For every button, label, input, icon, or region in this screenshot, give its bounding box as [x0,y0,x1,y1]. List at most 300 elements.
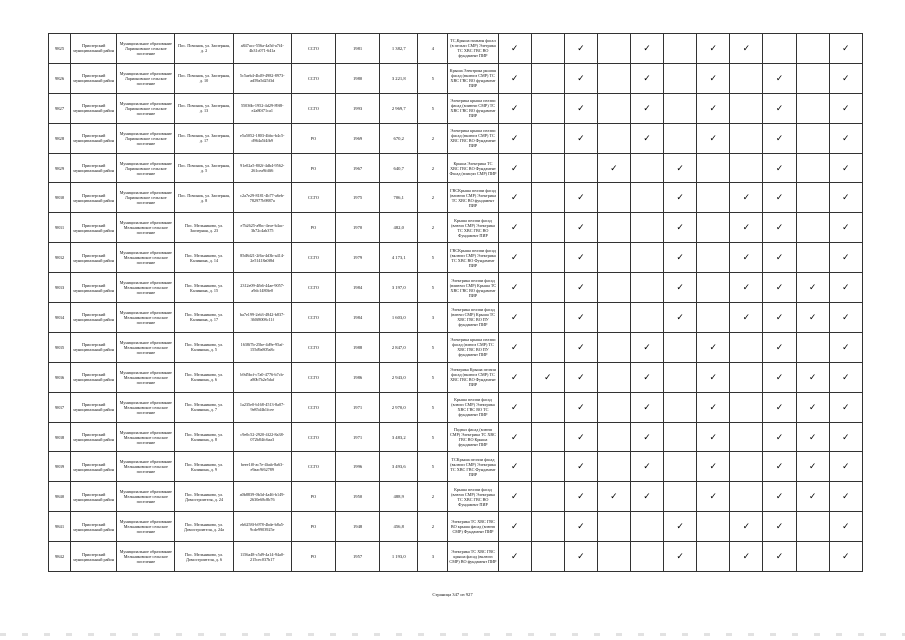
work-type-check-1: ✓ [498,213,531,243]
service-type-cell: ССГО [291,332,335,362]
year-cell: 1984 [336,273,380,303]
work-type-check-11: ✓ [829,512,862,542]
service-type-cell: ССГО [291,362,335,392]
district-cell: Приозерский муниципальный район [71,153,117,183]
year-cell: 1984 [336,303,380,333]
work-type-check-3: ✓ [564,273,597,303]
works-cell: Электрика пелзпи фасад (влючп СМР) Крыша ТС ХВС ГВС ВО ПУ фундамент ПИР [448,303,498,333]
work-type-check-2 [531,452,564,482]
guid-cell: 85d8d21-2f6a-4d3b-a414-2e51418a0f8d [233,243,291,273]
floors-cell: 2 [418,123,448,153]
guid-cell: e7b2625-a9bc-4ece-b4ac-3b72c4ab375 [233,213,291,243]
year-cell: 1996 [336,452,380,482]
guid-cell: beee1f0-ac7e-4bab-8a63-e9aac9f62789 [233,452,291,482]
work-type-check-1: ✓ [498,482,531,512]
work-type-check-7: ✓ [697,34,730,64]
address-cell: Пос. Починок, ул. Заозерная, д. 17 [175,123,233,153]
work-type-check-6: ✓ [664,303,697,333]
area-cell: 2 969,7 [380,93,418,123]
work-type-check-8 [730,63,763,93]
work-type-check-3: ✓ [564,303,597,333]
work-type-check-3: ✓ [564,123,597,153]
district-cell: Приозерский муниципальный район [71,362,117,392]
work-type-check-8: ✓ [730,213,763,243]
work-type-check-6 [664,332,697,362]
floors-cell: 3 [418,303,448,333]
address-cell: Пос. Мельниково, ул. Калинина, д. 17 [175,303,233,333]
work-type-check-8 [730,123,763,153]
work-type-check-3: ✓ [564,93,597,123]
floors-cell: 5 [418,332,448,362]
work-type-check-11: ✓ [829,452,862,482]
table-row [49,362,863,392]
work-type-check-8 [730,153,763,183]
table-row [49,392,863,422]
work-type-check-2 [531,34,564,64]
work-type-check-8 [730,452,763,482]
work-type-check-10: ✓ [796,392,829,422]
work-type-check-1: ✓ [498,392,531,422]
table-row [49,482,863,512]
service-type-cell: ССГО [291,243,335,273]
page-footer: Страница 347 из 927 [432,592,473,597]
address-cell: Пос. Мельниково, ул. Калинина, д. 7 [175,392,233,422]
floors-cell: 4 [418,34,448,64]
year-cell: 1971 [336,422,380,452]
guid-cell: c9e0c52-2920-4f22-8a38-072b84fc6aa3 [233,422,291,452]
service-type-cell: ССГО [291,422,335,452]
municipality-cell: Муниципальное образование Мельниковское сельское поселение [117,542,175,572]
row-number: 9825 [49,34,71,64]
work-type-check-3 [564,153,597,183]
table-body [49,34,863,572]
work-type-check-3: ✓ [564,332,597,362]
year-cell: 1981 [336,34,380,64]
year-cell: 1993 [336,93,380,123]
work-type-check-6 [664,392,697,422]
work-type-check-5 [631,183,664,213]
service-type-cell: ССГО [291,452,335,482]
municipality-cell: Муниципальное образование Ларионовское сельское поселение [117,183,175,213]
works-cell: Электрика ТС ХВС ГВС ВО крыша фасад (влючп СМР) Фундамент ПИР [448,512,498,542]
work-type-check-10 [796,213,829,243]
service-type-cell: РО [291,482,335,512]
work-type-check-5: ✓ [631,34,664,64]
row-number: 9826 [49,63,71,93]
year-cell: 1986 [336,362,380,392]
work-type-check-1: ✓ [498,303,531,333]
work-type-check-7 [697,213,730,243]
district-cell: Приозерский муниципальный район [71,452,117,482]
service-type-cell: ССГО [291,93,335,123]
work-type-check-7 [697,512,730,542]
table-row [49,273,863,303]
area-cell: 3 221,8 [380,63,418,93]
work-type-check-8: ✓ [730,243,763,273]
district-cell: Приозерский муниципальный район [71,422,117,452]
guid-cell: 5c5aeb4-4b49-4982-8973-ad59a5d25f3d [233,63,291,93]
work-type-check-4 [597,332,630,362]
work-type-check-4 [597,93,630,123]
municipality-cell: Муниципальное образование Ларионовское сельское поселение [117,123,175,153]
work-type-check-2 [531,303,564,333]
year-cell: 1957 [336,542,380,572]
table-row [49,422,863,452]
work-type-check-5 [631,153,664,183]
work-type-check-1: ✓ [498,63,531,93]
floors-cell: 2 [418,153,448,183]
works-cell: Электрика крыша пелзпи фасад (влиючп СМР) ТС ХВС ГВС ВО фундамент ПИР [448,93,498,123]
work-type-check-9: ✓ [763,362,796,392]
area-cell: 3 197,0 [380,273,418,303]
work-type-check-1: ✓ [498,123,531,153]
works-cell: Электрика крыша пелзпи фасад (вклюпз СМР) ТС ХВС ГВС ВО Фундамент ПИР [448,123,498,153]
service-type-cell: РО [291,512,335,542]
work-type-check-4: ✓ [597,153,630,183]
work-type-check-10: ✓ [796,482,829,512]
service-type-cell: ССГО [291,392,335,422]
work-type-check-2: ✓ [531,362,564,392]
floors-cell: 5 [418,452,448,482]
work-type-check-9: ✓ [763,332,796,362]
work-type-check-2 [531,63,564,93]
municipality-cell: Муниципальное образование Мельниковское сельское поселение [117,452,175,482]
work-type-check-11: ✓ [829,183,862,213]
work-type-check-5: ✓ [631,392,664,422]
area-cell: 4 173,1 [380,243,418,273]
floors-cell: 5 [418,273,448,303]
work-type-check-6: ✓ [664,183,697,213]
address-cell: Пос. Мельниково, ул. Калинина, д. 14 [175,243,233,273]
work-type-check-7 [697,303,730,333]
work-type-check-9: ✓ [763,273,796,303]
work-type-check-9: ✓ [763,243,796,273]
work-type-check-11: ✓ [829,63,862,93]
work-type-check-1: ✓ [498,362,531,392]
address-cell: Пос. Мельниково, ул. Домостроителя, д. 24 [175,482,233,512]
work-type-check-3: ✓ [564,243,597,273]
floors-cell: 5 [418,422,448,452]
table-row [49,153,863,183]
work-type-check-10: ✓ [796,303,829,333]
row-number: 9842 [49,542,71,572]
area-cell: 2 847,0 [380,332,418,362]
district-cell: Приозерский муниципальный район [71,93,117,123]
work-type-check-11: ✓ [829,273,862,303]
work-type-check-1: ✓ [498,183,531,213]
work-type-check-3: ✓ [564,422,597,452]
work-type-check-4 [597,542,630,572]
work-type-check-2 [531,93,564,123]
work-type-check-2 [531,542,564,572]
area-cell: 456,8 [380,512,418,542]
work-type-check-1: ✓ [498,542,531,572]
work-type-check-7: ✓ [697,63,730,93]
work-type-check-10 [796,123,829,153]
work-type-check-11: ✓ [829,213,862,243]
work-type-check-1: ✓ [498,512,531,542]
address-cell: Пос. Мельниково, ул. Калинина, д. 8 [175,422,233,452]
year-cell: 1948 [336,512,380,542]
work-type-check-10: ✓ [796,422,829,452]
area-cell: 670,2 [380,123,418,153]
work-type-check-8: ✓ [730,303,763,333]
year-cell: 1980 [336,63,380,93]
work-type-check-7 [697,153,730,183]
service-type-cell: ССГО [291,273,335,303]
work-type-check-6 [664,362,697,392]
district-cell: Приозерский муниципальный район [71,34,117,64]
area-cell: 1 603,0 [380,303,418,333]
work-type-check-6 [664,34,697,64]
address-cell: Пос. Починок, ул. Заозерная, д. 8 [175,183,233,213]
work-type-check-4 [597,183,630,213]
works-cell: Подвал фасад (влючп СМР) Электрика ТС ХВС ГВС ВО Крыша фундамент ПИР [448,422,498,452]
work-type-check-5 [631,243,664,273]
work-type-check-5: ✓ [631,482,664,512]
works-cell: Электрика пелзпи фасад (влиючп СМР) Крыша ТС ХВС ГВС ВО фундамент ПИР [448,273,498,303]
work-type-check-5 [631,542,664,572]
floors-cell: 2 [418,183,448,213]
scan-edge-artifact [0,633,905,636]
work-type-check-6: ✓ [664,243,697,273]
work-type-check-11: ✓ [829,422,862,452]
works-cell: Крыша пелзпи фасад (влюпз СМР) Электрика ХВС ГВС ВО ТС фундамент ПИР [448,392,498,422]
work-type-check-3: ✓ [564,452,597,482]
district-cell: Приозерский муниципальный район [71,273,117,303]
guid-cell: 1a235e0-b168-4513-8a07-9e85d4b1fcee [233,392,291,422]
year-cell: 1967 [336,153,380,183]
work-type-check-8: ✓ [730,512,763,542]
work-type-check-2 [531,482,564,512]
work-type-check-9 [763,34,796,64]
work-type-check-4 [597,392,630,422]
row-number: 9828 [49,123,71,153]
area-cell: 488,9 [380,482,418,512]
work-type-check-5 [631,273,664,303]
work-type-check-6: ✓ [664,213,697,243]
guid-cell: 55036b-1952-4d29-89f8-e2a80f71ca1 [233,93,291,123]
address-cell: Пос. Мельниково, ул. Калинина, д. 15 [175,273,233,303]
municipality-cell: Муниципальное образование Мельниковское сельское поселение [117,422,175,452]
municipality-cell: Муниципальное образование Ларионовское сельское поселение [117,153,175,183]
work-type-check-3: ✓ [564,542,597,572]
area-cell: 1 193,0 [380,542,418,572]
work-type-check-2 [531,123,564,153]
work-type-check-10 [796,93,829,123]
district-cell: Приозерский муниципальный район [71,542,117,572]
work-type-check-8 [730,93,763,123]
work-type-check-9: ✓ [763,213,796,243]
work-type-check-4 [597,303,630,333]
service-type-cell: ССГО [291,303,335,333]
row-number: 9833 [49,273,71,303]
work-type-check-10 [796,243,829,273]
floors-cell: 2 [418,213,448,243]
work-type-check-2 [531,422,564,452]
work-type-check-3: ✓ [564,362,597,392]
row-number: 9827 [49,93,71,123]
service-type-cell: ССГО [291,183,335,213]
work-type-check-7: ✓ [697,93,730,123]
works-cell: Крыша пелзпи фасад (влючп СМР) Электрика ТС ХВС ГВС ВО Фундамент ПИР [448,213,498,243]
municipality-cell: Муниципальное образование Мельниковское сельское поселение [117,303,175,333]
work-type-check-11: ✓ [829,332,862,362]
table-row [49,542,863,572]
work-type-check-8: ✓ [730,183,763,213]
address-cell: Пос. Мельниково, ул. Домостроителя, д. 6 [175,542,233,572]
table-row [49,243,863,273]
work-type-check-8 [730,392,763,422]
work-type-check-6 [664,482,697,512]
municipality-cell: Муниципальное образование Ларионовское сельское поселение [117,93,175,123]
service-type-cell: ССГО [291,34,335,64]
work-type-check-6: ✓ [664,512,697,542]
floors-cell: 2 [418,482,448,512]
work-type-check-7 [697,183,730,213]
work-type-check-5 [631,303,664,333]
work-type-check-7: ✓ [697,392,730,422]
table-row [49,512,863,542]
work-type-check-5: ✓ [631,63,664,93]
district-cell: Приозерский муниципальный район [71,482,117,512]
work-type-check-2 [531,392,564,422]
floors-cell: 5 [418,243,448,273]
area-cell: 3 493,6 [380,452,418,482]
service-type-cell: ССГО [291,63,335,93]
area-cell: 2 943,0 [380,362,418,392]
work-type-check-2 [531,512,564,542]
year-cell: 1969 [336,123,380,153]
guid-cell: a847acc-556a-4a5d-a7f4-4b31c071-641a [233,34,291,64]
guid-cell: 2312e09-4fb6-44ae-9057-a9dc1480fe0 [233,273,291,303]
municipality-cell: Муниципальное образование Мельниковское сельское поселение [117,332,175,362]
work-type-check-3: ✓ [564,34,597,64]
work-type-check-9: ✓ [763,123,796,153]
service-type-cell: РО [291,213,335,243]
guid-cell: 1638f7b-25be-4d9e-95af-155d9a805a8c [233,332,291,362]
address-cell: Пос. Починок, ул. Заозерная, д. 5 [175,153,233,183]
work-type-check-4 [597,512,630,542]
work-type-check-6: ✓ [664,153,697,183]
work-type-check-1: ✓ [498,273,531,303]
row-number: 9841 [49,512,71,542]
works-cell: Крыша Электрика ркшпш фасад (вклюпз СМР) ТС ХВС ГВС ВО фундамент ПИР [448,63,498,93]
work-type-check-3: ✓ [564,183,597,213]
district-cell: Приозерский муниципальный район [71,243,117,273]
work-type-check-10 [796,63,829,93]
work-type-check-7: ✓ [697,123,730,153]
work-type-check-8 [730,482,763,512]
work-type-check-11: ✓ [829,93,862,123]
work-type-check-2 [531,243,564,273]
work-type-check-3: ✓ [564,482,597,512]
work-type-check-2 [531,213,564,243]
table-row [49,452,863,482]
work-type-check-9: ✓ [763,512,796,542]
work-type-check-4 [597,34,630,64]
work-type-check-6 [664,123,697,153]
table-row [49,183,863,213]
work-type-check-2 [531,153,564,183]
address-cell: Пос. Починок, ул. Заозерная, д. 10 [175,63,233,93]
work-type-check-1: ✓ [498,422,531,452]
work-type-check-10 [796,183,829,213]
work-type-check-8: ✓ [730,542,763,572]
district-cell: Приозерский муниципальный район [71,63,117,93]
work-type-check-10: ✓ [796,452,829,482]
work-type-check-1: ✓ [498,93,531,123]
service-type-cell: РО [291,123,335,153]
work-type-check-8: ✓ [730,34,763,64]
address-cell: Пос. Мельниково, ул. Калинина, д. 5 [175,332,233,362]
municipality-cell: Муниципальное образование Мельниковское сельское поселение [117,392,175,422]
work-type-check-8 [730,362,763,392]
district-cell: Приозерский муниципальный район [71,183,117,213]
table-row [49,332,863,362]
work-type-check-6 [664,93,697,123]
row-number: 9839 [49,452,71,482]
work-type-check-10 [796,34,829,64]
work-type-check-5: ✓ [631,452,664,482]
work-type-check-6 [664,422,697,452]
work-type-check-7 [697,243,730,273]
year-cell: 1950 [336,482,380,512]
work-type-check-11: ✓ [829,123,862,153]
work-type-check-7 [697,273,730,303]
work-type-check-9: ✓ [763,183,796,213]
row-number: 9837 [49,392,71,422]
address-cell: Пос. Починок, ул. Заозерная, д. 13 [175,93,233,123]
work-type-check-7: ✓ [697,332,730,362]
work-type-check-10 [796,512,829,542]
table-row [49,123,863,153]
work-type-check-10 [796,153,829,183]
work-type-check-8 [730,332,763,362]
work-type-check-6 [664,63,697,93]
guid-cell: eb6258f-b978-4bde-b8a5-9cde9903925e [233,512,291,542]
work-type-check-5: ✓ [631,362,664,392]
work-type-check-9: ✓ [763,422,796,452]
work-type-check-4 [597,452,630,482]
municipality-cell: Муниципальное образование Мельниковское сельское поселение [117,362,175,392]
work-type-check-3: ✓ [564,512,597,542]
address-cell: Пос. Мельниково, ул. Заозерная, д. 23 [175,213,233,243]
guid-cell: c2a7e29-8181-4b77-a6eb-782977b9887a [233,183,291,213]
row-number: 9830 [49,183,71,213]
district-cell: Приозерский муниципальный район [71,392,117,422]
area-cell: 1 382,7 [380,34,418,64]
works-cell: ТС,Крыша гкмьюн фасал (в пельзп СМР) Элетрика ТС ХВС ГВС ВО фундамент ПИР [448,34,498,64]
work-type-check-7: ✓ [697,362,730,392]
work-type-check-4 [597,213,630,243]
floors-cell: 3 [418,542,448,572]
work-type-check-5: ✓ [631,93,664,123]
work-type-check-10 [796,332,829,362]
work-type-check-11: ✓ [829,153,862,183]
municipality-cell: Муниципальное образование Мельниковское сельское поселение [117,512,175,542]
work-type-check-9: ✓ [763,482,796,512]
work-type-check-7: ✓ [697,422,730,452]
area-cell: 482,0 [380,213,418,243]
table-row [49,213,863,243]
work-type-check-11: ✓ [829,303,862,333]
district-cell: Приозерский муниципальный район [71,213,117,243]
address-cell: Пос. Мельниково, ул. Домостроителя, д. 24а [175,512,233,542]
work-type-check-1: ✓ [498,243,531,273]
work-type-check-4 [597,362,630,392]
work-type-check-3: ✓ [564,213,597,243]
